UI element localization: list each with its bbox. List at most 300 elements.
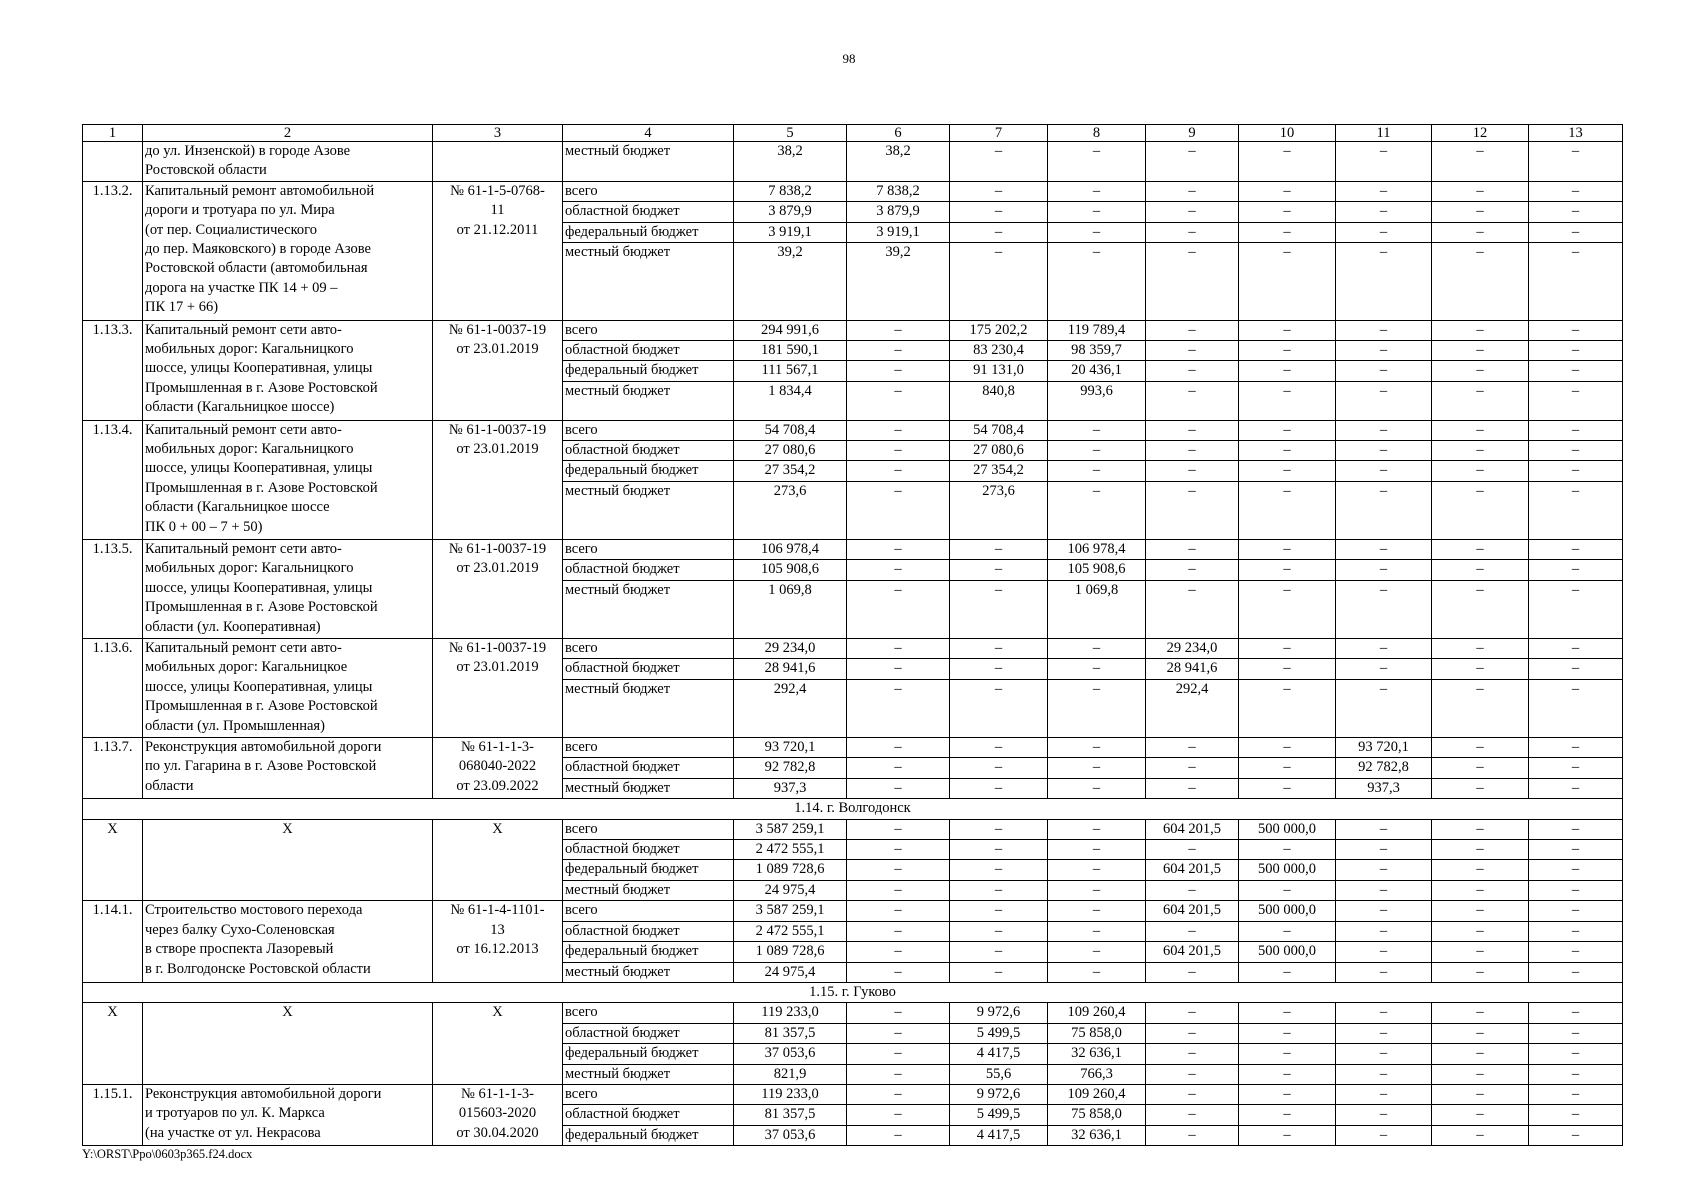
amount-cell: 937,3 bbox=[1336, 778, 1432, 798]
amount-cell: 27 354,2 bbox=[734, 461, 847, 481]
amount-cell: – bbox=[1336, 441, 1432, 461]
amount-cell: – bbox=[1529, 921, 1623, 941]
object-name bbox=[143, 420, 433, 539]
document-reference bbox=[433, 540, 563, 639]
amount-cell: – bbox=[847, 639, 950, 659]
object-name-line: по ул. Гагарина в г. Азове Ростовской bbox=[145, 758, 377, 775]
funding-source-label: всего bbox=[563, 639, 734, 659]
amount-cell: – bbox=[1048, 840, 1146, 860]
document-reference-line: 13 bbox=[490, 921, 505, 938]
document-reference-line: № 61-1-0037-19 bbox=[448, 421, 547, 438]
amount-cell: – bbox=[1432, 1064, 1529, 1084]
document-reference bbox=[433, 320, 563, 420]
object-name-line: до пер. Маяковского) в городе Азове bbox=[145, 241, 371, 258]
amount-cell: – bbox=[1432, 1125, 1529, 1145]
amount-cell: 3 879,9 bbox=[734, 202, 847, 222]
amount-cell: – bbox=[1146, 1084, 1239, 1104]
amount-cell: – bbox=[1048, 243, 1146, 321]
amount-cell: – bbox=[1048, 819, 1146, 839]
amount-cell: – bbox=[847, 441, 950, 461]
amount-cell: – bbox=[1529, 361, 1623, 381]
amount-cell: – bbox=[847, 481, 950, 539]
amount-cell: – bbox=[1432, 1105, 1529, 1125]
amount-cell: 20 436,1 bbox=[1048, 361, 1146, 381]
amount-cell: 766,3 bbox=[1048, 1064, 1146, 1084]
funding-source-label: всего bbox=[563, 181, 734, 201]
funding-source-label: местный бюджет bbox=[563, 142, 734, 182]
amount-cell: – bbox=[847, 778, 950, 798]
table-row bbox=[83, 901, 1623, 921]
amount-cell: – bbox=[1336, 580, 1432, 638]
amount-cell: – bbox=[1239, 778, 1336, 798]
amount-cell: – bbox=[1432, 222, 1529, 242]
amount-cell: – bbox=[1239, 540, 1336, 560]
amount-cell: 604 201,5 bbox=[1146, 901, 1239, 921]
amount-cell: – bbox=[847, 860, 950, 880]
amount-cell: – bbox=[1432, 778, 1529, 798]
item-number: 1.13.7. bbox=[83, 738, 143, 799]
column-number-cell: 5 bbox=[734, 125, 847, 142]
amount-cell: – bbox=[1048, 880, 1146, 900]
funding-source-label: областной бюджет bbox=[563, 758, 734, 778]
object-name-line: ПК 0 + 00 – 7 + 50) bbox=[145, 518, 263, 535]
object-name-line: шоссе, улицы Кооперативная, улицы bbox=[145, 678, 373, 695]
amount-cell: 28 941,6 bbox=[734, 659, 847, 679]
amount-cell: – bbox=[1048, 420, 1146, 440]
amount-cell: – bbox=[950, 880, 1048, 900]
amount-cell: 32 636,1 bbox=[1048, 1044, 1146, 1064]
item-number: Х bbox=[83, 1003, 143, 1085]
amount-cell: – bbox=[1336, 142, 1432, 182]
amount-cell: – bbox=[1336, 639, 1432, 659]
amount-cell: – bbox=[1146, 962, 1239, 982]
amount-cell: 37 053,6 bbox=[734, 1125, 847, 1145]
amount-cell: 1 069,8 bbox=[1048, 580, 1146, 638]
amount-cell: – bbox=[1432, 580, 1529, 638]
amount-cell: – bbox=[1048, 222, 1146, 242]
amount-cell: – bbox=[1146, 560, 1239, 580]
amount-cell: – bbox=[1048, 901, 1146, 921]
amount-cell: 98 359,7 bbox=[1048, 341, 1146, 361]
amount-cell: – bbox=[847, 738, 950, 758]
amount-cell: – bbox=[1432, 1044, 1529, 1064]
amount-cell: – bbox=[1146, 840, 1239, 860]
amount-cell: – bbox=[950, 639, 1048, 659]
document-reference-line: 11 bbox=[490, 202, 505, 219]
amount-cell: – bbox=[1529, 942, 1623, 962]
object-name-line: шоссе, улицы Кооперативная, улицы bbox=[145, 460, 373, 477]
table-row bbox=[83, 142, 1623, 182]
funding-source-label: местный бюджет bbox=[563, 481, 734, 539]
funding-source-label: местный бюджет bbox=[563, 580, 734, 638]
amount-cell: 9 972,6 bbox=[950, 1084, 1048, 1104]
amount-cell: – bbox=[1529, 1105, 1623, 1125]
amount-cell: – bbox=[1048, 659, 1146, 679]
amount-cell: – bbox=[1048, 202, 1146, 222]
amount-cell: 27 354,2 bbox=[950, 461, 1048, 481]
amount-cell: – bbox=[1146, 1003, 1239, 1023]
amount-cell: 27 080,6 bbox=[950, 441, 1048, 461]
object-name bbox=[143, 901, 433, 983]
amount-cell: – bbox=[1048, 461, 1146, 481]
section-heading: 1.15. г. Гуково bbox=[83, 982, 1623, 1002]
amount-cell: – bbox=[1529, 778, 1623, 798]
amount-cell: – bbox=[1239, 441, 1336, 461]
amount-cell: – bbox=[847, 361, 950, 381]
amount-cell: – bbox=[1048, 860, 1146, 880]
table-row bbox=[83, 639, 1623, 659]
amount-cell: – bbox=[1432, 481, 1529, 539]
document-reference bbox=[433, 420, 563, 539]
amount-cell: – bbox=[1529, 679, 1623, 737]
amount-cell: – bbox=[1336, 901, 1432, 921]
amount-cell: 1 834,4 bbox=[734, 381, 847, 420]
amount-cell: – bbox=[1239, 381, 1336, 420]
document-reference-line: от 21.12.2011 bbox=[456, 221, 539, 238]
amount-cell: – bbox=[847, 659, 950, 679]
document-reference-line: от 23.01.2019 bbox=[456, 341, 539, 358]
amount-cell: 93 720,1 bbox=[1336, 738, 1432, 758]
amount-cell: 273,6 bbox=[734, 481, 847, 539]
amount-cell: – bbox=[1432, 659, 1529, 679]
object-name-line: через балку Сухо-Соленовская bbox=[145, 921, 335, 938]
amount-cell: 106 978,4 bbox=[1048, 540, 1146, 560]
document-reference-line: № 61-1-4-1101- bbox=[450, 902, 545, 919]
amount-cell: 91 131,0 bbox=[950, 361, 1048, 381]
amount-cell: 993,6 bbox=[1048, 381, 1146, 420]
amount-cell: – bbox=[1432, 942, 1529, 962]
amount-cell: 38,2 bbox=[734, 142, 847, 182]
amount-cell: – bbox=[950, 679, 1048, 737]
amount-cell: – bbox=[1239, 679, 1336, 737]
amount-cell: – bbox=[1048, 679, 1146, 737]
object-name-line: Ростовской области (автомобильная bbox=[145, 260, 368, 277]
amount-cell: – bbox=[1432, 320, 1529, 340]
item-number: 1.13.3. bbox=[83, 320, 143, 420]
amount-cell: – bbox=[1336, 659, 1432, 679]
funding-source-label: федеральный бюджет bbox=[563, 461, 734, 481]
document-reference bbox=[433, 1084, 563, 1145]
amount-cell: 109 260,4 bbox=[1048, 1084, 1146, 1104]
amount-cell: – bbox=[847, 1084, 950, 1104]
table-body bbox=[83, 142, 1623, 1146]
object-name-line: Промышленная в г. Азове Ростовской bbox=[145, 379, 378, 396]
document-reference bbox=[433, 142, 563, 182]
funding-source-label: всего bbox=[563, 320, 734, 340]
amount-cell: – bbox=[1239, 560, 1336, 580]
amount-cell: 604 201,5 bbox=[1146, 819, 1239, 839]
column-number-cell: 1 bbox=[83, 125, 143, 142]
amount-cell: – bbox=[1529, 222, 1623, 242]
table-row bbox=[83, 181, 1623, 201]
amount-cell: – bbox=[1239, 320, 1336, 340]
item-number: 1.14.1. bbox=[83, 901, 143, 983]
funding-source-label: областной бюджет bbox=[563, 840, 734, 860]
object-name bbox=[143, 540, 433, 639]
amount-cell: – bbox=[1336, 461, 1432, 481]
document-reference-line: от 30.04.2020 bbox=[456, 1124, 539, 1141]
amount-cell: 55,6 bbox=[950, 1064, 1048, 1084]
amount-cell: – bbox=[1432, 361, 1529, 381]
amount-cell: – bbox=[847, 1044, 950, 1064]
amount-cell: 119 789,4 bbox=[1048, 320, 1146, 340]
amount-cell: – bbox=[1048, 639, 1146, 659]
amount-cell: – bbox=[1048, 142, 1146, 182]
amount-cell: 24 975,4 bbox=[734, 880, 847, 900]
amount-cell: – bbox=[1432, 921, 1529, 941]
document-reference bbox=[433, 181, 563, 320]
amount-cell: – bbox=[847, 819, 950, 839]
funding-source-label: местный бюджет bbox=[563, 679, 734, 737]
amount-cell: 500 000,0 bbox=[1239, 901, 1336, 921]
funding-source-label: федеральный бюджет bbox=[563, 361, 734, 381]
column-number-cell: 7 bbox=[950, 125, 1048, 142]
amount-cell: – bbox=[847, 1064, 950, 1084]
amount-cell: – bbox=[1146, 341, 1239, 361]
column-number-cell: 10 bbox=[1239, 125, 1336, 142]
amount-cell: 7 838,2 bbox=[847, 181, 950, 201]
amount-cell: 9 972,6 bbox=[950, 1003, 1048, 1023]
amount-cell: – bbox=[1239, 341, 1336, 361]
amount-cell: 175 202,2 bbox=[950, 320, 1048, 340]
column-number-cell: 13 bbox=[1529, 125, 1623, 142]
amount-cell: – bbox=[1432, 880, 1529, 900]
amount-cell: – bbox=[1146, 1105, 1239, 1125]
amount-cell: – bbox=[1529, 880, 1623, 900]
amount-cell: – bbox=[847, 1023, 950, 1043]
amount-cell: – bbox=[1336, 341, 1432, 361]
object-name-line: Реконструкция автомобильной дороги bbox=[145, 1085, 382, 1102]
table-row bbox=[83, 320, 1623, 340]
amount-cell: – bbox=[1239, 481, 1336, 539]
amount-cell: – bbox=[1336, 361, 1432, 381]
amount-cell: – bbox=[1432, 142, 1529, 182]
document-reference bbox=[433, 639, 563, 738]
amount-cell: – bbox=[1432, 243, 1529, 321]
object-name-line: области (Кагальницкое шоссе bbox=[145, 499, 330, 516]
amount-cell: – bbox=[1432, 341, 1529, 361]
document-reference-line: № 61-1-0037-19 bbox=[448, 541, 547, 558]
amount-cell: – bbox=[1239, 461, 1336, 481]
amount-cell: 39,2 bbox=[734, 243, 847, 321]
amount-cell: 292,4 bbox=[734, 679, 847, 737]
amount-cell: – bbox=[1239, 222, 1336, 242]
amount-cell: – bbox=[1529, 738, 1623, 758]
object-name-line: мобильных дорог: Кагальницкого bbox=[145, 341, 354, 358]
amount-cell: – bbox=[847, 962, 950, 982]
object-name-line: Капитальный ремонт сети авто- bbox=[145, 541, 342, 558]
amount-cell: 81 357,5 bbox=[734, 1105, 847, 1125]
object-name-line: мобильных дорог: Кагальницкого bbox=[145, 560, 354, 577]
amount-cell: 37 053,6 bbox=[734, 1044, 847, 1064]
amount-cell: – bbox=[1146, 1125, 1239, 1145]
funding-source-label: федеральный бюджет bbox=[563, 860, 734, 880]
amount-cell: – bbox=[1432, 420, 1529, 440]
amount-cell: – bbox=[847, 341, 950, 361]
table-row bbox=[83, 540, 1623, 560]
amount-cell: 119 233,0 bbox=[734, 1084, 847, 1104]
amount-cell: 24 975,4 bbox=[734, 962, 847, 982]
amount-cell: 32 636,1 bbox=[1048, 1125, 1146, 1145]
amount-cell: 4 417,5 bbox=[950, 1044, 1048, 1064]
amount-cell: 54 708,4 bbox=[734, 420, 847, 440]
document-reference-line: № 61-1-0037-19 bbox=[448, 321, 547, 338]
amount-cell: – bbox=[1432, 540, 1529, 560]
amount-cell: – bbox=[950, 901, 1048, 921]
amount-cell: – bbox=[1336, 921, 1432, 941]
amount-cell: 604 201,5 bbox=[1146, 942, 1239, 962]
column-number-cell: 9 bbox=[1146, 125, 1239, 142]
funding-source-label: местный бюджет bbox=[563, 962, 734, 982]
item-number: 1.13.4. bbox=[83, 420, 143, 539]
column-number-cell: 2 bbox=[143, 125, 433, 142]
amount-cell: – bbox=[1529, 639, 1623, 659]
amount-cell: – bbox=[1529, 560, 1623, 580]
amount-cell: – bbox=[1336, 420, 1432, 440]
amount-cell: – bbox=[1146, 320, 1239, 340]
amount-cell: – bbox=[1239, 921, 1336, 941]
amount-cell: 273,6 bbox=[950, 481, 1048, 539]
amount-cell: – bbox=[1146, 222, 1239, 242]
amount-cell: 181 590,1 bbox=[734, 341, 847, 361]
amount-cell: – bbox=[1529, 540, 1623, 560]
amount-cell: 1 089 728,6 bbox=[734, 942, 847, 962]
object-name-line: Реконструкция автомобильной дороги bbox=[145, 739, 382, 756]
amount-cell: – bbox=[1336, 222, 1432, 242]
funding-source-label: всего bbox=[563, 1084, 734, 1104]
amount-cell: – bbox=[1146, 181, 1239, 201]
object-name-line: области (Кагальницкое шоссе) bbox=[145, 399, 335, 416]
funding-source-label: федеральный бюджет bbox=[563, 222, 734, 242]
amount-cell: – bbox=[1336, 243, 1432, 321]
amount-cell: 500 000,0 bbox=[1239, 860, 1336, 880]
amount-cell: – bbox=[1529, 1023, 1623, 1043]
table-row bbox=[83, 738, 1623, 758]
funding-source-label: местный бюджет bbox=[563, 381, 734, 420]
amount-cell: – bbox=[1146, 880, 1239, 900]
object-name-line: ПК 17 + 66) bbox=[145, 299, 219, 316]
object-name bbox=[143, 738, 433, 799]
amount-cell: – bbox=[847, 420, 950, 440]
amount-cell: – bbox=[847, 320, 950, 340]
object-name-line: области (ул. Кооперативная) bbox=[145, 618, 321, 635]
column-number-cell: 8 bbox=[1048, 125, 1146, 142]
document-reference bbox=[433, 738, 563, 799]
amount-cell: – bbox=[847, 461, 950, 481]
amount-cell: – bbox=[950, 560, 1048, 580]
amount-cell: – bbox=[1529, 962, 1623, 982]
amount-cell: – bbox=[847, 942, 950, 962]
amount-cell: – bbox=[1432, 679, 1529, 737]
amount-cell: – bbox=[1529, 580, 1623, 638]
amount-cell: – bbox=[1146, 481, 1239, 539]
amount-cell: – bbox=[1239, 1105, 1336, 1125]
amount-cell: – bbox=[1529, 840, 1623, 860]
amount-cell: – bbox=[1239, 758, 1336, 778]
item-number: 1.13.5. bbox=[83, 540, 143, 639]
funding-source-label: местный бюджет bbox=[563, 1064, 734, 1084]
footer-file-path: Y:\ORST\Ppo\0603p365.f24.docx bbox=[82, 1147, 253, 1161]
table-row bbox=[83, 819, 1623, 839]
amount-cell: – bbox=[1239, 962, 1336, 982]
amount-cell: 500 000,0 bbox=[1239, 819, 1336, 839]
amount-cell: – bbox=[1432, 819, 1529, 839]
amount-cell: – bbox=[1529, 819, 1623, 839]
object-name-line: шоссе, улицы Кооперативная, улицы bbox=[145, 579, 373, 596]
funding-source-label: всего bbox=[563, 1003, 734, 1023]
amount-cell: – bbox=[1146, 738, 1239, 758]
amount-cell: – bbox=[1432, 441, 1529, 461]
amount-cell: – bbox=[1146, 1044, 1239, 1064]
amount-cell: – bbox=[1048, 962, 1146, 982]
amount-cell: – bbox=[1336, 1064, 1432, 1084]
amount-cell: 5 499,5 bbox=[950, 1023, 1048, 1043]
section-heading: 1.14. г. Волгодонск bbox=[83, 799, 1623, 819]
amount-cell: – bbox=[1048, 921, 1146, 941]
amount-cell: 75 858,0 bbox=[1048, 1023, 1146, 1043]
amount-cell: 106 978,4 bbox=[734, 540, 847, 560]
funding-source-label: местный бюджет bbox=[563, 778, 734, 798]
amount-cell: – bbox=[950, 860, 1048, 880]
document-reference bbox=[433, 901, 563, 983]
object-name-line: Капитальный ремонт сети авто- bbox=[145, 421, 342, 438]
amount-cell: – bbox=[1336, 880, 1432, 900]
amount-cell: 500 000,0 bbox=[1239, 942, 1336, 962]
amount-cell: – bbox=[950, 738, 1048, 758]
amount-cell: – bbox=[1432, 1003, 1529, 1023]
amount-cell: – bbox=[1336, 1003, 1432, 1023]
object-name-line: шоссе, улицы Кооперативная, улицы bbox=[145, 360, 373, 377]
object-name-line: Капитальный ремонт сети авто- bbox=[145, 321, 342, 338]
amount-cell: – bbox=[1529, 901, 1623, 921]
item-number: 1.15.1. bbox=[83, 1084, 143, 1145]
amount-cell: 4 417,5 bbox=[950, 1125, 1048, 1145]
document-reference-line: № 61-1-0037-19 bbox=[448, 640, 547, 657]
amount-cell: 7 838,2 bbox=[734, 181, 847, 201]
object-name-line: и тротуаров по ул. К. Маркса bbox=[145, 1105, 325, 1122]
amount-cell: – bbox=[1048, 942, 1146, 962]
amount-cell: – bbox=[1529, 142, 1623, 182]
amount-cell: – bbox=[1432, 860, 1529, 880]
amount-cell: 29 234,0 bbox=[734, 639, 847, 659]
object-name-line: (от пер. Социалистического bbox=[145, 221, 317, 238]
amount-cell: – bbox=[847, 1003, 950, 1023]
object-name bbox=[143, 639, 433, 738]
amount-cell: – bbox=[847, 1125, 950, 1145]
amount-cell: – bbox=[1239, 243, 1336, 321]
amount-cell: – bbox=[1239, 1125, 1336, 1145]
amount-cell: – bbox=[1048, 441, 1146, 461]
amount-cell: 105 908,6 bbox=[734, 560, 847, 580]
amount-cell: – bbox=[1432, 181, 1529, 201]
object-name-line: Промышленная в г. Азове Ростовской bbox=[145, 479, 378, 496]
amount-cell: – bbox=[1239, 880, 1336, 900]
amount-cell: – bbox=[1239, 1084, 1336, 1104]
amount-cell: – bbox=[950, 840, 1048, 860]
table-row bbox=[83, 1003, 1623, 1023]
amount-cell: – bbox=[1146, 361, 1239, 381]
funding-source-label: федеральный бюджет bbox=[563, 1125, 734, 1145]
amount-cell: – bbox=[1432, 639, 1529, 659]
funding-source-label: областной бюджет bbox=[563, 921, 734, 941]
amount-cell: – bbox=[1336, 860, 1432, 880]
amount-cell: 3 587 259,1 bbox=[734, 901, 847, 921]
amount-cell: – bbox=[1336, 1125, 1432, 1145]
document-reference-line: № 61-1-1-3- bbox=[460, 739, 535, 756]
amount-cell: – bbox=[950, 222, 1048, 242]
funding-source-label: местный бюджет bbox=[563, 243, 734, 321]
amount-cell: – bbox=[847, 901, 950, 921]
